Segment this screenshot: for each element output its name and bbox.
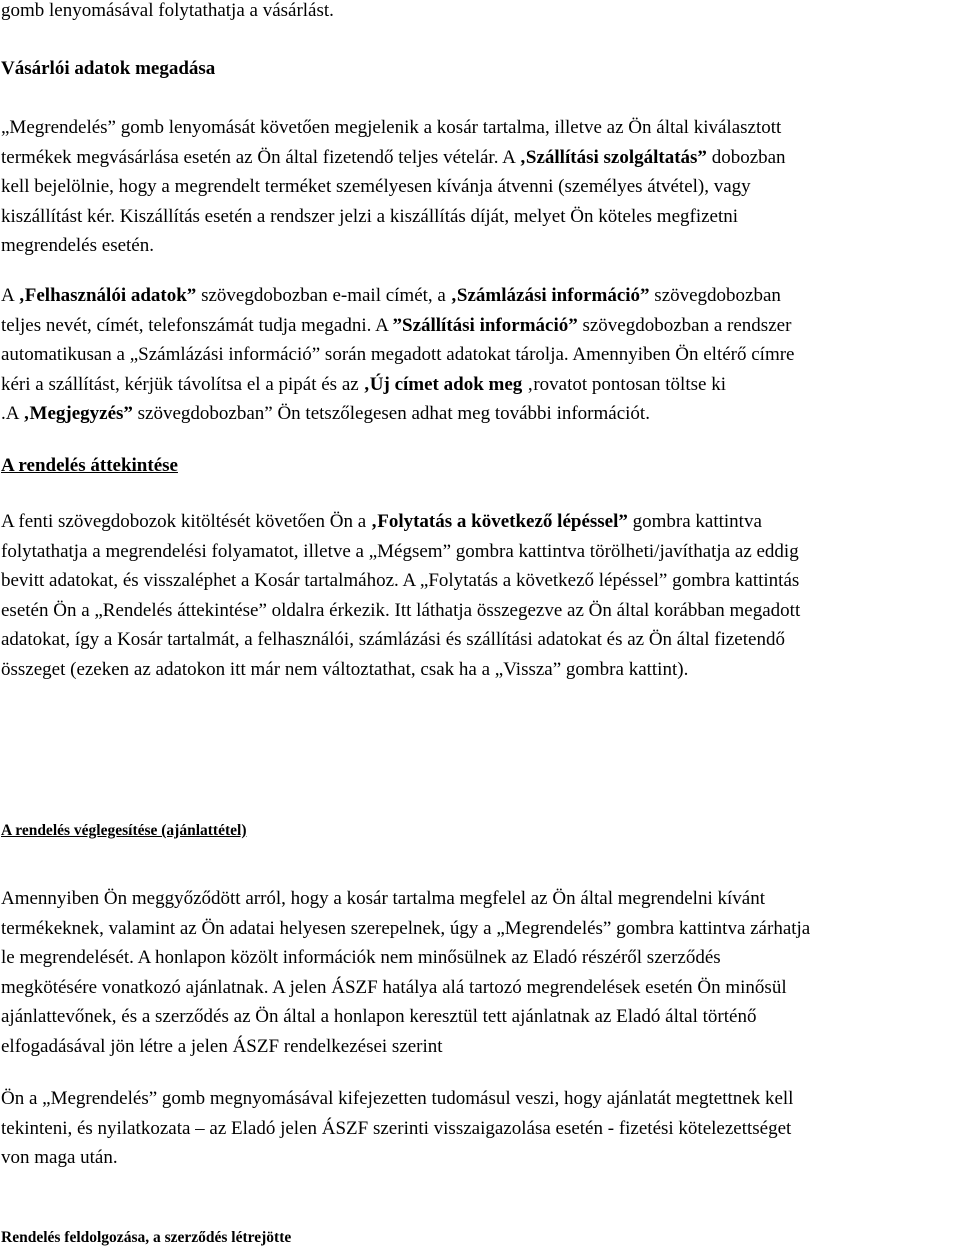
paragraph-veglegesites bbox=[1, 884, 959, 1061]
bold-term: ‚Számlázási információ” bbox=[450, 285, 650, 306]
intro-line bbox=[1, 0, 959, 26]
paragraph-line bbox=[1, 399, 959, 429]
heading-rendeles-veglegesitese bbox=[1, 821, 959, 841]
text-run: .A bbox=[1, 403, 24, 424]
paragraph-line: bevitt adatokat, és visszaléphet a Kosár tartalmához. A „Folytatás a következő lépéssel” gombra kattintás bbox=[1, 570, 800, 591]
paragraph-line: kell bejelölnie, hogy a megrendelt terméket személyesen kívánja átvenni (személyes átvétel), vagy bbox=[1, 176, 751, 197]
paragraph-line bbox=[1, 311, 959, 341]
heading-rendeles-attekintese bbox=[1, 451, 959, 481]
paragraph-line bbox=[1, 281, 959, 311]
paragraph-line: „Megrendelés” gomb lenyomását követően megjelenik a kosár tartalma, illetve az Ön által kiválasztott bbox=[1, 117, 782, 138]
text-run: A bbox=[1, 285, 19, 306]
heading-text: Vásárlói adatok megadása bbox=[1, 58, 216, 79]
bold-term: ‚Folytatás a következő lépéssel” bbox=[370, 511, 628, 532]
paragraph-line: ajánlattevőnek, és a szerződés az Ön által a honlapon keresztül tett ajánlatnak az Eladó által történő bbox=[1, 1006, 757, 1027]
text-run: termékek megvásárlása esetén az Ön által fizetendő teljes vételár. A bbox=[1, 146, 520, 168]
text-run: szövegdobozban a rendszer bbox=[577, 314, 792, 336]
paragraph-line bbox=[1, 507, 959, 537]
bold-term: ‚Felhasználói adatok” bbox=[18, 285, 197, 306]
paragraph-attekintes bbox=[1, 507, 959, 684]
bold-term: ”Szállítási információ” bbox=[392, 314, 578, 336]
paragraph-line: esetén Ön a „Rendelés áttekintése” oldalra érkezik. Itt láthatja összegezve az Ön által korábban megadott bbox=[1, 599, 801, 621]
heading-text: A rendelés véglegesítése (ajánlattétel) bbox=[1, 822, 247, 839]
text-run: dobozban bbox=[706, 146, 786, 168]
paragraph-line: adatokat, így a Kosár tartalmát, a felhasználói, számlázási és szállítási adatokat és az Ön által fizetendő bbox=[1, 629, 785, 650]
paragraph-line: Amennyiben Ön meggyőződött arról, hogy a kosár tartalma megfelel az Ön által megrendelni kívánt bbox=[1, 888, 765, 909]
heading-text: A rendelés áttekintése bbox=[1, 455, 178, 476]
paragraph-line: Ön a „Megrendelés” gomb megnyomásával kifejezetten tudomásul veszi, hogy ajánlatát megtettnek kell bbox=[1, 1088, 794, 1109]
bold-term: ‚Új címet adok meg bbox=[363, 373, 523, 395]
paragraph-line bbox=[1, 143, 959, 173]
bold-term: ‚Megjegyzés” bbox=[23, 403, 133, 424]
paragraph-line: termékeknek, valamint az Ön adatai helyesen szerepelnek, úgy a „Megrendelés” gombra kattintva zárhatja bbox=[1, 917, 811, 939]
paragraph-line: automatikusan a „Számlázási információ” során megadott adatokat tárolja. Amennyiben Ön eltérő címre bbox=[1, 344, 795, 365]
paragraph-line: tekinteni, és nyilatkozata – az Eladó jelen ÁSZF szerinti visszaigazolása esetén - fizetési kötelezettséget bbox=[1, 1117, 792, 1139]
text-run: ‚rovatot pontosan töltse ki bbox=[522, 373, 726, 395]
paragraph-line: megkötésére vonatkozó ajánlatnak. A jelen ÁSZF hatálya alá tartozó megrendelések esetén Ön minősül bbox=[1, 976, 787, 998]
text-run: szövegdobozban” Ön tetszőlegesen adhat meg további információt. bbox=[132, 403, 650, 424]
text-run: szövegdobozban e-mail címét, a bbox=[196, 285, 451, 306]
text-run: kéri a szállítást, kérjük távolítsa el a pipát és az bbox=[1, 373, 364, 395]
bold-term: ‚Szállítási szolgáltatás” bbox=[519, 146, 707, 168]
paragraph-line: le megrendelését. A honlapon közölt információk nem minősülnek az Eladó részéről szerződés bbox=[1, 947, 721, 968]
paragraph-megrendeles bbox=[1, 113, 959, 261]
text-run: teljes nevét, címét, telefonszámát tudja megadni. A bbox=[1, 314, 393, 336]
paragraph-line: kiszállítást kér. Kiszállítás esetén a rendszer jelzi a kiszállítás díját, melyet Ön köteles megfizetni bbox=[1, 205, 739, 227]
text-run: szövegdobozban bbox=[649, 285, 781, 306]
paragraph-felhasznaloi-adatok bbox=[1, 281, 959, 429]
heading-vasarloi-adatok bbox=[1, 54, 959, 84]
paragraph-line bbox=[1, 370, 959, 400]
paragraph-line: elfogadásával jön létre a jelen ÁSZF rendelkezései szerint bbox=[1, 1035, 443, 1057]
intro-text: gomb lenyomásával folytathatja a vásárlást. bbox=[1, 0, 334, 21]
text-run: A fenti szövegdobozok kitöltését követően Ön a bbox=[1, 511, 371, 532]
paragraph-line: megrendelés esetén. bbox=[1, 235, 154, 256]
paragraph-megrendeles-gomb bbox=[1, 1084, 959, 1173]
paragraph-line: összeget (ezeken az adatokon itt már nem változtathat, csak ha a „Vissza” gombra kattint). bbox=[1, 658, 689, 680]
paragraph-line: von maga után. bbox=[1, 1147, 118, 1168]
text-run: gombra kattintva bbox=[627, 511, 762, 532]
paragraph-line: folytathatja a megrendelési folyamatot, illetve a „Mégsem” gombra kattintva törölheti/javíthatja az eddig bbox=[1, 540, 799, 562]
heading-rendeles-feldolgozasa bbox=[1, 1228, 959, 1248]
heading-text: Rendelés feldolgozása, a szerződés létrejötte bbox=[1, 1229, 292, 1246]
